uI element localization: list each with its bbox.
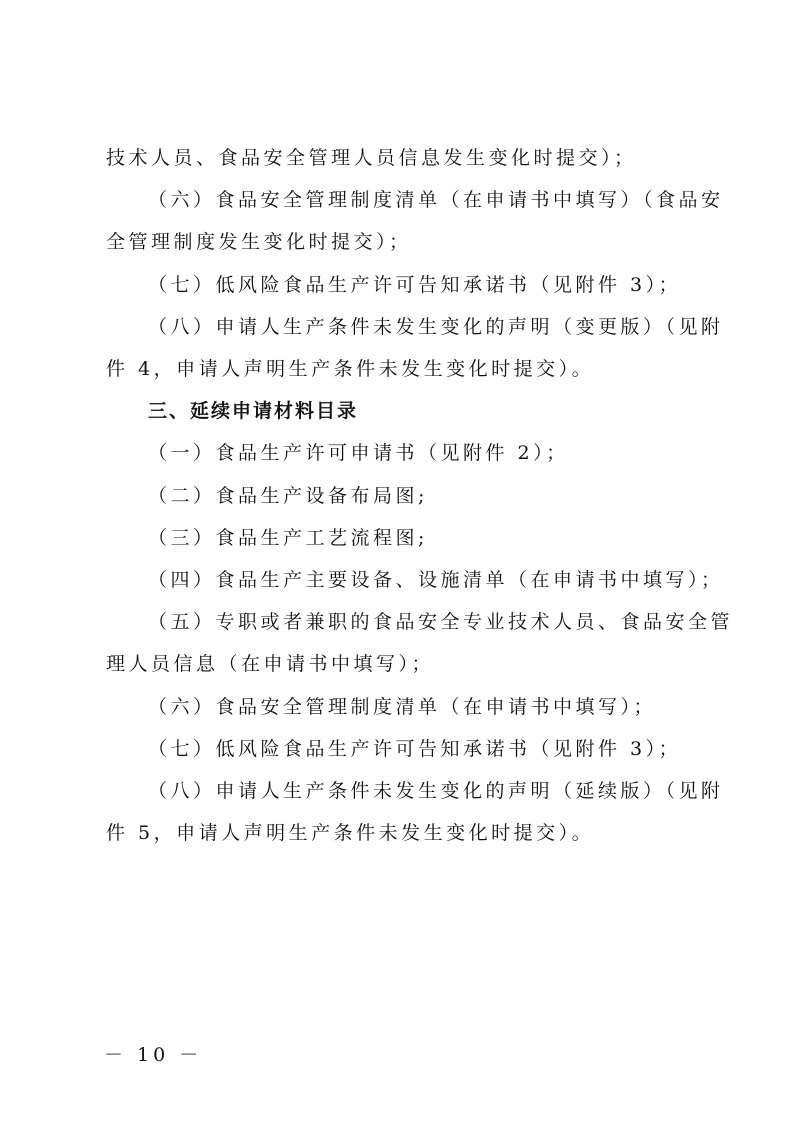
renewal-item-7: （七）低风险食品生产许可告知承诺书（见附件 3）； xyxy=(148,738,682,760)
list-item-8-line-1: （八）申请人生产条件未发生变化的声明（变更版）（见附 xyxy=(148,316,724,338)
list-item-8-line-2: 件 4，申请人声明生产条件未发生变化时提交）。 xyxy=(106,358,595,380)
renewal-item-8-line-2: 件 5，申请人声明生产条件未发生变化时提交）。 xyxy=(106,822,595,844)
page-number: － 10 － xyxy=(104,1044,203,1066)
renewal-item-5-line-1: （五）专职或者兼职的食品安全专业技术人员、食品安全管 xyxy=(148,611,734,633)
renewal-item-8-line-1: （八）申请人生产条件未发生变化的声明（延续版）（见附 xyxy=(148,780,724,802)
renewal-item-3: （三）食品生产工艺流程图; xyxy=(148,527,428,549)
renewal-item-2: （二）食品生产设备布局图; xyxy=(148,485,428,507)
list-item-7: （七）低风险食品生产许可告知承诺书（见附件 3）； xyxy=(148,274,682,296)
renewal-item-1: （一）食品生产许可申请书（见附件 2）； xyxy=(148,442,569,464)
list-item-6-line-2: 全管理制度发生变化时提交）； xyxy=(106,231,412,253)
list-item-6-line-1: （六）食品安全管理制度清单（在申请书中填写）（食品安 xyxy=(148,189,724,211)
renewal-item-4: （四）食品生产主要设备、设施清单（在申请书中填写）； xyxy=(148,569,724,591)
section-heading-renewal: 三、延续申请材料目录 xyxy=(148,400,359,422)
text-line-continuation: 技术人员、食品安全管理人员信息发生变化时提交）； xyxy=(106,147,637,169)
renewal-item-6: （六）食品安全管理制度清单（在申请书中填写）； xyxy=(148,696,657,718)
renewal-item-5-line-2: 理人员信息（在申请书中填写）； xyxy=(106,653,435,675)
